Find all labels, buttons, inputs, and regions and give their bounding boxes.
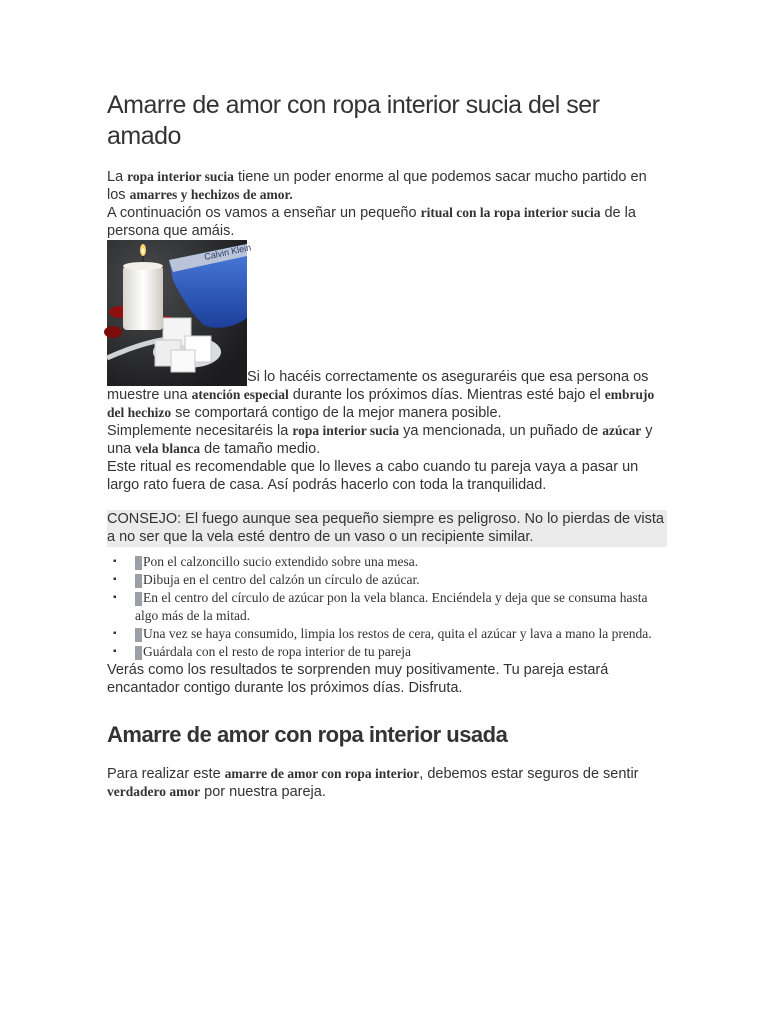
bold-term: hechizos de amor xyxy=(190,187,290,202)
bullet-icon: ▪ xyxy=(113,628,117,639)
article-title: Amarre de amor con ropa interior sucia del ser amado xyxy=(107,91,600,150)
bold-term: amarre de amor con ropa interior xyxy=(224,766,420,781)
bold-term: amarres y xyxy=(129,187,191,202)
ritual-intro-paragraph xyxy=(107,204,667,240)
ingredients-paragraph xyxy=(107,422,667,458)
bullet-icon: ▪ xyxy=(113,574,117,585)
recommendation-paragraph: Este ritual es recomendable que lo lleves a cabo cuando tu pareja vaya a pasar un largo rato fuera de casa. Así podrás hacerlo con toda la tranquilidad. xyxy=(107,459,639,493)
bold-term: verdadero amor xyxy=(107,784,201,799)
step-text: Guárdala con el resto de ropa interior de tu pareja xyxy=(143,644,412,659)
text-run: se comportará contigo de la mejor manera posible. xyxy=(171,405,502,421)
bold-term: embrujo del hechizo xyxy=(107,387,655,420)
text-run: y una xyxy=(107,423,653,457)
list-item xyxy=(107,571,667,589)
brand-label: Calvin Klein xyxy=(203,242,252,262)
list-item xyxy=(107,589,667,625)
section-intro-paragraph xyxy=(107,765,667,801)
step-number: 2 xyxy=(135,575,141,587)
text-run: tiene un poder enorme al que podemos sacar mucho partido en los xyxy=(107,169,647,203)
text-run: . xyxy=(289,187,293,202)
results-paragraph: Verás como los resultados te sorprenden muy positivamente. Tu pareja estará encantador contigo durante los próximos días. Disfruta. xyxy=(107,662,609,696)
steps-list xyxy=(107,553,667,661)
list-item xyxy=(107,625,667,643)
step-text: Pon el calzoncillo sucio extendido sobre una mesa. xyxy=(143,554,419,569)
text-run: de la persona que amáis. xyxy=(107,205,636,239)
text-run: La xyxy=(107,169,128,185)
intro-paragraph xyxy=(107,168,667,204)
document-page xyxy=(107,90,667,801)
photo-candle-underwear-sugar-icon xyxy=(107,240,252,386)
bullet-icon: ▪ xyxy=(113,592,117,603)
bold-term: ropa interior sucia xyxy=(127,169,234,184)
step-text: En el centro del círculo de azúcar pon la vela blanca. Enciéndela y deja que se consuma hasta algo más de la mitad. xyxy=(135,590,648,623)
bold-term: ropa interior sucia xyxy=(292,423,400,438)
text-run: ya mencionada, un puñado de xyxy=(399,423,603,439)
step-text: Dibuja en el centro del calzón un círculo de azúcar. xyxy=(143,572,420,587)
ritual-photo xyxy=(107,240,252,386)
bullet-icon: ▪ xyxy=(113,556,117,567)
list-item xyxy=(107,643,667,661)
step-number: 1 xyxy=(135,557,141,569)
text-run: Para realizar este xyxy=(107,766,225,782)
text-run: de tamaño medio. xyxy=(200,441,321,457)
section-title: Amarre de amor con ropa interior usada xyxy=(107,722,508,747)
bold-term: vela blanca xyxy=(135,441,201,456)
step-text: Una vez se haya consumido, limpia los restos de cera, quita el azúcar y lava a mano la prenda. xyxy=(143,626,652,641)
tip-box xyxy=(107,510,667,547)
step-number: 4 xyxy=(135,629,141,641)
tip-text: CONSEJO: El fuego aunque sea pequeño siempre es peligroso. No lo pierdas de vista a no ser que la vela esté dentro de un vaso o un recipiente similar. xyxy=(107,511,664,545)
step-number: 5 xyxy=(135,647,141,659)
image-paragraph xyxy=(107,240,667,422)
bold-term: azúcar xyxy=(602,423,642,438)
step-number: 3 xyxy=(135,593,141,605)
text-run: , debemos estar seguros de sentir xyxy=(419,766,639,782)
bullet-icon: ▪ xyxy=(113,646,117,657)
bold-term: atención especial xyxy=(191,387,289,402)
list-item xyxy=(107,553,667,571)
text-run: Si lo hacéis correctamente os aseguraréis que esa persona os muestre una xyxy=(107,369,649,403)
text-run: A continuación os vamos a enseñar un pequeño xyxy=(107,205,421,221)
text-run: por nuestra pareja. xyxy=(200,784,326,800)
text-run: Simplemente necesitaréis la xyxy=(107,423,293,439)
text-run: durante los próximos días. Mientras esté bajo el xyxy=(288,387,605,403)
bold-term: ritual con la ropa interior sucia xyxy=(420,205,601,220)
